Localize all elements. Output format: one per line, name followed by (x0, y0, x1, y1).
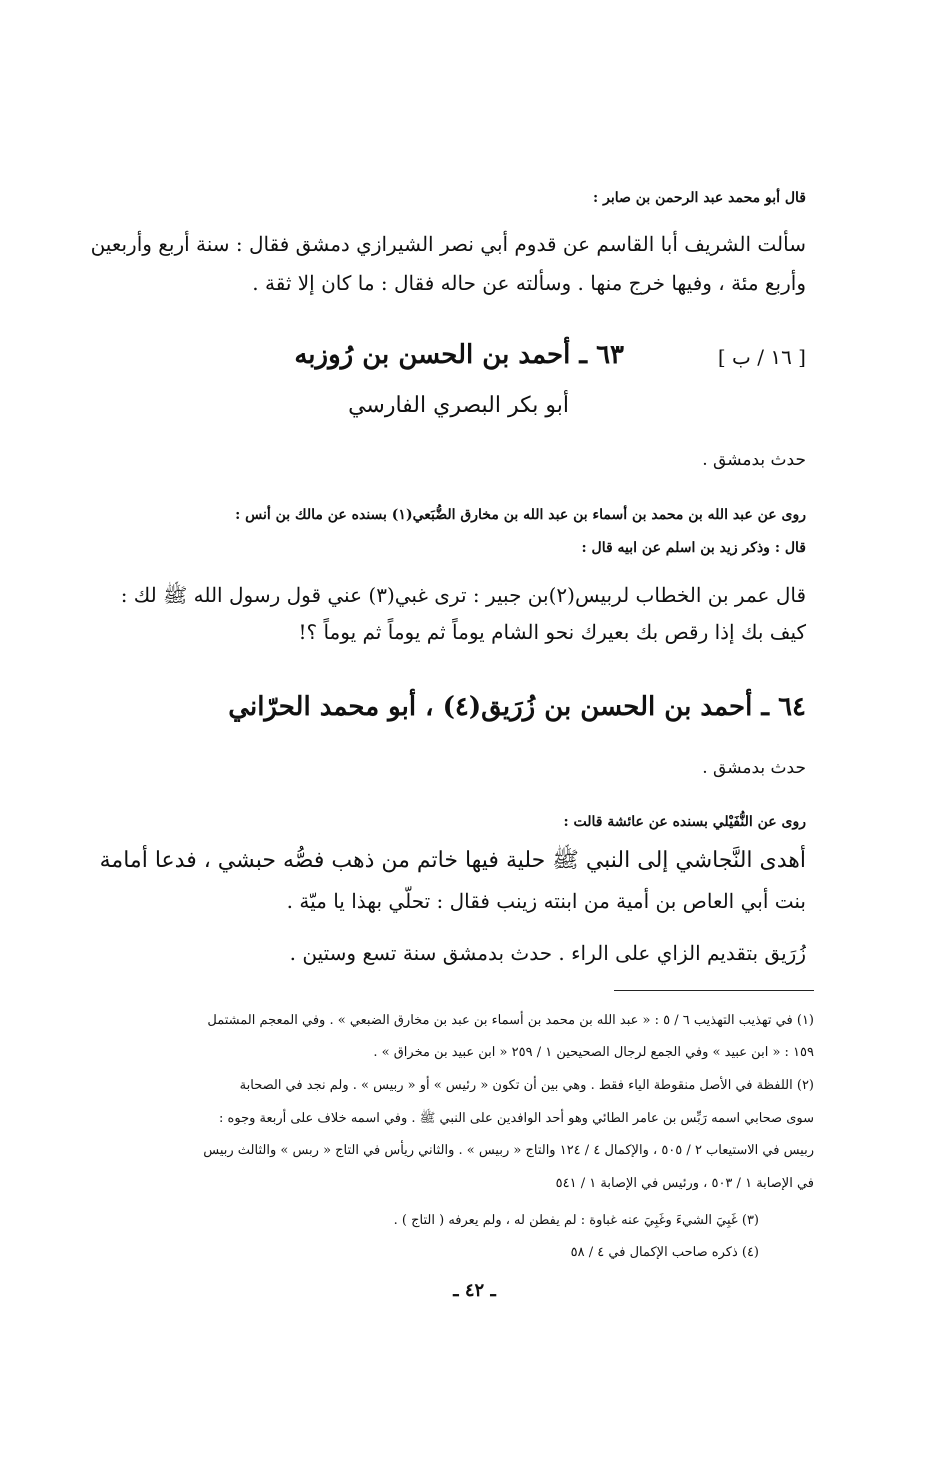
entry-64-text-2: بنت أبي العاص بن أمية من ابنته زينب فقال : تحلّي بهذا يا ميّة . (286, 889, 806, 913)
entry-64-title: ٦٤ ـ أحمد بن الحسن بن زُرَيق(٤) ، أبو محمد الحرّاني (228, 692, 806, 722)
entry-64-text-1: أهدى النَّجاشي إلى النبي ﷺ حلية فيها خاتم من ذهب فصُّه حبشي ، فدعا أمامة (99, 848, 806, 873)
footnote-line: (٢) اللفظة في الأصل منقوطة الياء فقط . وهي بين أن تكون « رئيس » أو « ربيس » . ولم نجد في الصحابة (239, 1078, 814, 1093)
entry-64-note: زُرَيق بتقديم الزاي على الراء . حدث بدمشق سنة تسع وستين . (289, 941, 806, 965)
footnote-line: (٤) ذكره صاحب الإكمال في ٤ / ٥٨ (570, 1245, 759, 1260)
footnote-line: في الإصابة ١ / ٥٠٣ ، ورئيس في الإصابة ١ / ٥٤١ (555, 1176, 814, 1191)
footnote-rule (614, 990, 814, 991)
entry-64-isnad: روى عن النُّفَيْلي بسنده عن عائشة قالت : (563, 814, 806, 830)
footnote-line: ربيس في الاستيعاب ٢ / ٥٠٥ ، والإكمال ٤ / ١٢٤ والتاج « ربيس » . والثاني ريأس في التاج « ربس » والثالث ربيس (203, 1143, 814, 1158)
intro-line-2: وأربع مئة ، وفيها خرج منها . وسألته عن حاله فقال : ما كان إلا ثقة . (252, 271, 806, 295)
page-number: ـ ٤٢ ـ (453, 1280, 496, 1301)
entry-63-haddath: حدث بدمشق . (702, 450, 806, 470)
entry-63-text-2: كيف بك إذا رقص بك بعيرك نحو الشام يوماً ثم يوماً ثم يوماً ؟! (298, 620, 806, 644)
entry-63-isnad-1: روى عن عبد الله بن محمد بن أسماء بن عبد الله بن مخارق الضُّبَعي(١) بسنده عن مالك بن أنس : (235, 507, 806, 523)
entry-63-isnad-2: قال : وذكر زيد بن اسلم عن ابيه قال : (581, 540, 806, 556)
entry-63-ref: [ ١٦ / ب ] (717, 345, 806, 369)
entry-64-haddath: حدث بدمشق . (702, 758, 806, 778)
footnote-line: سوى صحابي اسمه رَبِّس بن عامر الطائي وهو أحد الوافدين على النبي ﷺ . وفي اسمه خلاف على أربعة وجوه : (219, 1111, 814, 1126)
footnote-line: (٣) غَبِيَ الشيءَ وغَبِيَ عنه غباوة : لم يفطن له ، ولم يعرفه ( التاج ) . (393, 1213, 759, 1228)
entry-63-title: ٦٣ ـ أحمد بن الحسن بن رُوزبه (294, 340, 624, 370)
entry-63-text-1: قال عمر بن الخطاب لربيس(٢)بن جبير : ترى غبي(٣) عني قول رسول الله ﷺ لك : (120, 583, 806, 607)
footnote-line: (١) في تهذيب التهذيب ٦ / ٥ : « عبد الله بن محمد بن أسماء بن عبد بن مخارق الضبعي » . وفي المعجم المشتمل (207, 1013, 814, 1028)
footnote-line: ١٥٩ : « ابن عبيد » وفي الجمع لرجال الصحيحين ١ / ٢٥٩ « ابن عبيد بن مخراق » . (373, 1045, 814, 1060)
entry-63-subtitle: أبو بكر البصري الفارسي (348, 393, 569, 418)
intro-line-1: سألت الشريف أبا القاسم عن قدوم أبي نصر الشيرازي دمشق فقال : سنة أربع وأربعين (90, 232, 806, 256)
intro-label: قال أبو محمد عبد الرحمن بن صابر : (593, 190, 806, 206)
